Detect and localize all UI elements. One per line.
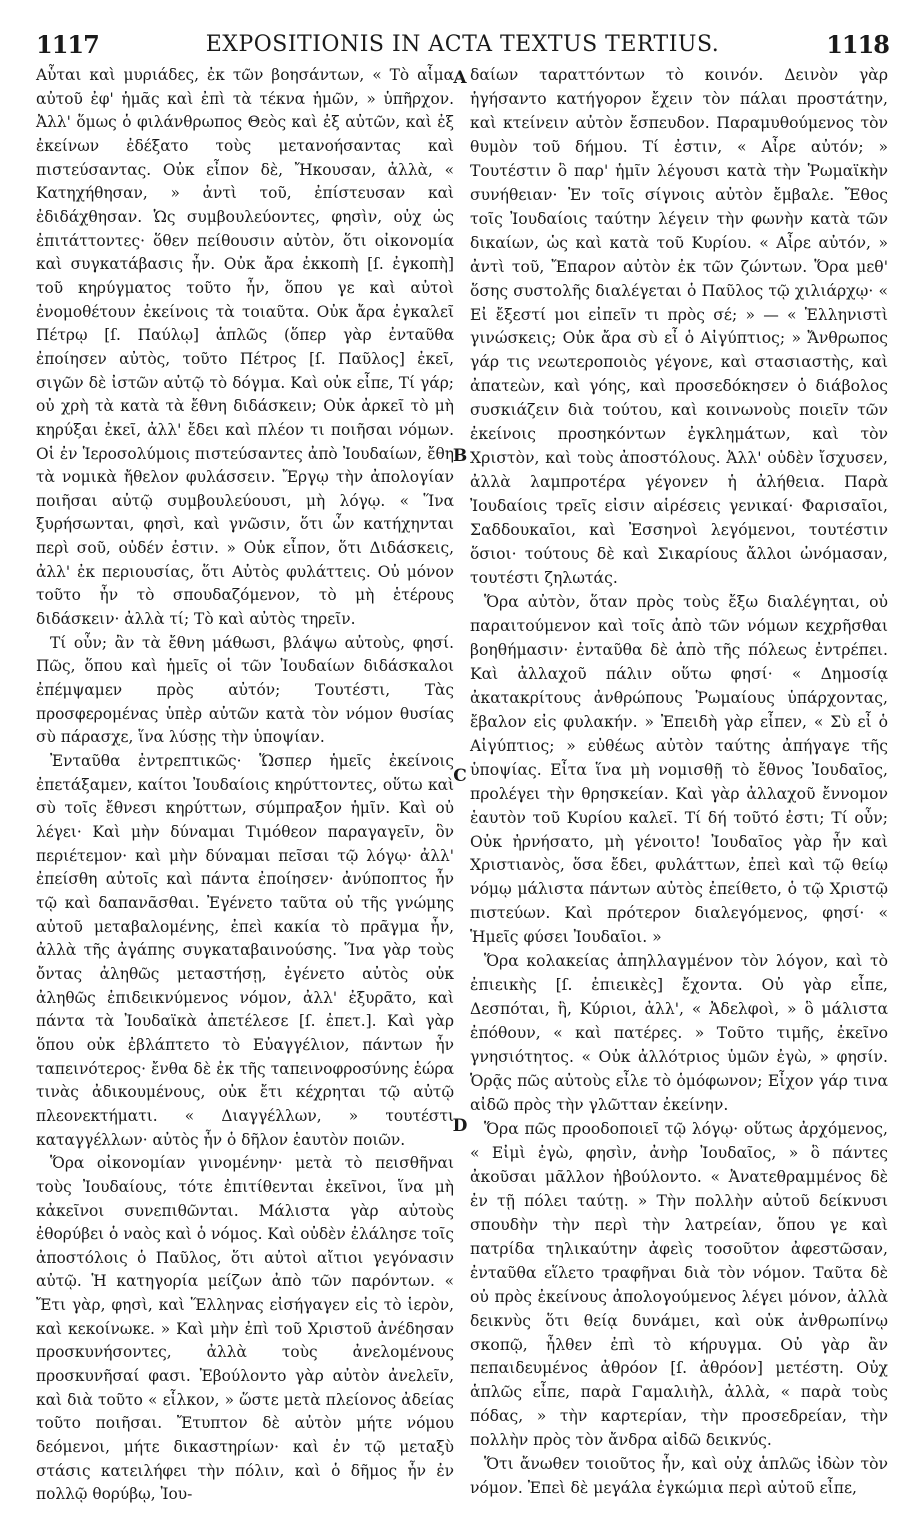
running-title: EXPOSITIONIS IN ACTA TEXTUS TERTIUS. xyxy=(205,32,720,57)
right-paragraph-4: Ὅρα πῶς προοδοποιεῖ τῷ λόγῳ· οὕτως ἀρχόμενος, « Εἰμὶ ἐγὼ, φησὶν, ἀνὴρ Ἰουδαῖος, » ὃ πάντες ἀκοῦσαι μᾶλλον ἠβούλοντο. « Ἀνατεθραμμένος δὲ ἐν τῇ πόλει ταύτῃ. » Τὴν πολλὴν αὐτοῦ δείκνυσι σπουδὴν τὴν περὶ τὴν λατρείαν, ὅπου γε καὶ πατρίδα τηλικαύτην ἀφεὶς τοσοῦτον ἀφεστῶσαν, ἐνταῦθα εἵλετο τραφῆναι διὰ τὸν νόμον. Ταῦτα δὲ οὐ πρὸς ἐκείνους ἀπολογούμενος λέγει μόνον, ἀλλὰ δεικνὺς ὅτι θείᾳ δυνάμει, καὶ οὐκ ἀνθρωπίνῳ σκοπῷ, ἦλθεν ἐπὶ τὸ κήρυγμα. Οὐ γὰρ ἂν πεπαιδευμένος ἀθρόον [ſ. ἀθρόον] μετέστη. Οὐχ ἁπλῶς εἶπε, παρὰ Γαμαλιὴλ, ἀλλὰ, « παρὰ τοὺς πόδας, » τὴν καρτερίαν, τὴν προσεδρείαν, τὴν πολλὴν πρὸς τὸν ἄνδρα αἰδῶ δεικνύς. xyxy=(470,1119,888,1450)
margin-letter-b: B xyxy=(452,446,468,466)
left-paragraph-1: Αὗται καὶ μυριάδες, ἐκ τῶν βοησάντων, « Τὸ αἷμα αὐτοῦ ἐφ' ἡμᾶς καὶ ἐπὶ τὰ τέκνα ἡμῶν, » ὑπῆρχον. Ἀλλ' ὅμως ὁ φιλάνθρωπος Θεὸς καὶ ἐξ αὐτῶν, καὶ ἐξ ἐκείνων ἐδέξατο τοὺς μετανοήσαντας καὶ πιστεύσαντας. Οὐκ εἶπον δὲ, Ἤκουσαν, ἀλλὰ, « Κατηχήθησαν, » ἀντὶ τοῦ, ἐπίστευσαν καὶ ἐδιδάχθησαν. Ὡς συμβουλεύοντες, φησὶν, οὐχ ὡς ἐπιτάττοντες· ὅθεν πείθουσιν αὐτὸν, ὅτι οἰκονομία καὶ συγκατάβασις ἦν. Οὐκ ἄρα ἐκκοπὴ [ſ. ἐγκοπὴ] τοῦ κηρύγματος τοῦτο ἦν, ὅπου γε καὶ αὐτοὶ ἐνομοθέτουν ἐκείνοις τὰ τοιαῦτα. Οὐκ ἄρα ἐγκαλεῖ Πέτρῳ [ſ. Παύλῳ] ἁπλῶς (ὅπερ γὰρ ἐνταῦθα ἐποίησεν αὐτὸς, τοῦτο Πέτρος [ſ. Παῦλος] ἐκεῖ, σιγῶν δὲ ἰστῶν αὐτῷ τὸ δόγμα. Καὶ οὐκ εἶπε, Τί γάρ; οὐ χρὴ τὰ κατὰ τὰ ἔθνη διδάσκειν; Οὐκ ἀρκεῖ τὸ μὴ κηρύξαι ἐκεῖ, ἀλλ' ἔδει καὶ πλέον τι ποιῆσαι νόμων. Οἱ ἐν Ἱεροσολύμοις πιστεύσαντες ἀπὸ Ἰουδαίων, ἔθη τὰ νομικὰ ἤθελον φυλάσσειν. Ἔργῳ τὴν ἀπολογίαν ποιῆσαι αὐτῷ συμβουλεύουσι, μὴ λόγῳ. « Ἵνα ξυρήσωνται, φησὶ, καὶ γνῶσιν, ὅτι ὧν κατήχηνται περὶ σοῦ, οὐδέν ἐστιν. » Οὐκ εἶπον, ὅτι Διδάσκεις, ἀλλ' ἐκ περιουσίας, ὅτι Αὐτὸς φυλάττεις. Οὐ μόνον τοῦτο ἦν τὸ σπουδαζόμενον, τὸ μὴ ἑτέρους διδάσκειν· ἀλλὰ τί; Τὸ καὶ αὐτὸς τηρεῖν. xyxy=(36,66,454,629)
right-paragraph-3: Ὅρα κολακείας ἀπηλλαγμένον τὸν λόγον, καὶ τὸ ἐπιεικὴς [ſ. ἐπιεικὲς] ἔχοντα. Οὐ γὰρ εἶπε, Δεσπόται, ἢ, Κύριοι, ἀλλ', « Ἀδελφοὶ, » ὃ μάλιστα ἐπόθουν, « καὶ πατέρες. » Τοῦτο τιμῆς, ἐκεῖνο γνησιότητος. « Οὐκ ἀλλότριος ὑμῶν ἐγὼ, » φησίν. Ὁρᾷς πῶς αὐτοὺς εἶλε τὸ ὁμόφωνον; Εἶχον γάρ τινα αἰδῶ πρὸς τὴν γλῶτταν ἐκείνην. xyxy=(470,952,888,1114)
left-paragraph-3: Ἐνταῦθα ἐντρεπτικῶς· Ὥσπερ ἡμεῖς ἐκείνοις ἐπετάξαμεν, καίτοι Ἰουδαίοις κηρύττοντες, οὕτω καὶ σὺ τοῖς ἔθνεσι κηρύττων, σύμπραξον ἡμῖν. Καὶ οὐ λέγει· Καὶ μὴν δύναμαι Τιμόθεον παραγαγεῖν, ὃν περιέτεμον· καὶ μὴν δύναμαι πεῖσαι τῷ λόγῳ· ἀλλ' ἐπείσθη αὐτοῖς καὶ πάντα ἐποίησεν· ἀνύποπτος ἦν τῷ καὶ δαπανᾶσθαι. Ἐγένετο ταῦτα οὐ τῆς γνώμης αὐτοῦ μεταβαλομένης, ἐπεὶ κακία τὸ πρᾶγμα ἦν, ἀλλὰ τῆς ἀγάπης συγκαταβαινούσης. Ἵνα γὰρ τοὺς ὄντας ἀληθῶς μεταστήσῃ, ἐγένετο αὐτὸς οὐκ ἀληθῶς ἐπιδεικνύμενος νόμον, ἀλλ' ἐξυρᾶτο, καὶ πάντα τὰ Ἰουδαϊκὰ ἀπετέλεσε [ſ. ἐπετ.]. Καὶ γὰρ ὅπου οὐκ ἐβλάπτετο τὸ Εὐαγγέλιον, πάντων ἦν ταπεινότερος· ἔνθα δὲ ἐκ τῆς ταπεινοφροσύνης ἑώρα τινὰς ἀδικουμένους, οὐκ ἔτι κέχρηται τῷ αὐτῷ πλεονεκτήματι. « Διαγγέλλων, » τουτέστι καταγγέλλων· αὐτὸς ἦν ὁ δῆλον ἑαυτὸν ποιῶν. xyxy=(36,752,454,1149)
page-header xyxy=(36,30,889,60)
left-paragraph-4: Ὅρα οἰκονομίαν γινομένην· μετὰ τὸ πεισθῆναι τοὺς Ἰουδαίους, τότε ἐπιτίθενται ἐκεῖνοι, ἵνα μὴ κἀκεῖνοι συνεπιθῶνται. Μάλιστα γὰρ αὐτοὺς ἐθορύβει ὁ ναὸς καὶ ὁ νόμος. Καὶ οὐδὲν ἐλάλησε τοῖς ἀποστόλοις ὁ Παῦλος, ὅτι αὐτοὶ αἴτιοι γεγόνασιν αὐτῷ. Ἡ κατηγορία μείζων ἀπὸ τῶν παρόντων. « Ἔτι γὰρ, φησὶ, καὶ Ἕλληνας εἰσήγαγεν εἰς τὸ ἱερὸν, καὶ κεκοίνωκε. » Καὶ μὴν ἐπὶ τοῦ Χριστοῦ ἀνέδησαν προσκυνήσοντες, ἀλλὰ τοὺς ἀνελομένους προσκυνῆσαί φασι. Ἐβούλοντο γὰρ αὐτὸν ἀνελεῖν, καὶ διὰ τοῦτο « εἷλκον, » ὥστε μετὰ πλείονος ἀδείας τοῦτο ποιῆσαι. Ἔτυπτον δὲ αὐτὸν μήτε νόμου δεόμενοι, μήτε δικαστηρίων· καὶ ἐν τῷ μεταξὺ στάσις κατειλήφει τὴν πόλιν, καὶ ὁ δῆμος ἦν ἐν πολλῷ θορύβῳ, Ἰου- xyxy=(36,1154,454,1504)
right-column xyxy=(470,64,888,1501)
right-paragraph-5: Ὅτι ἄνωθεν τοιοῦτος ἦν, καὶ οὐχ ἁπλῶς ἰδὼν τὸν νόμον. Ἐπεὶ δὲ μεγάλα ἐγκώμια περὶ αὐτοῦ εἶπε, xyxy=(470,1455,888,1498)
right-paragraph-1: δαίων ταραττόντων τὸ κοινόν. Δεινὸν γὰρ ἡγήσαντο κατήγορον ἔχειν τὸν πάλαι προστάτην, καὶ κτείνειν αὐτὸν ἔσπευδον. Παραμυθούμενος τὸν θυμὸν τοῦ δήμου. Τί ἐστιν, « Αἶρε αὐτόν; » Τουτέστιν ὃ παρ' ἡμῖν λέγουσι κατὰ τὴν Ῥωμαϊκὴν συνήθειαν· Ἐν τοῖς σίγνοις αὐτὸν ἔμβαλε. Ἔθος τοῖς Ἰουδαίοις ταύτην λέγειν τὴν φωνὴν κατὰ τῶν δικαίων, ὡς καὶ κατὰ τοῦ Κυρίου. « Αἶρε αὐτόν, » ἀντὶ τοῦ, Ἔπαρον αὐτὸν ἐκ τῶν ζώντων. Ὅρα μεθ' ὅσης συστολῆς διαλέγεται ὁ Παῦλος τῷ χιλιάρχῳ· « Εἰ ἔξεστί μοι εἰπεῖν τι πρὸς σέ; » — « Ἑλληνιστὶ γινώσκεις; Οὐκ ἄρα σὺ εἶ ὁ Αἰγύπτιος; » Ἄνθρωπος γάρ τις νεωτεροποιὸς γέγονε, καὶ στασιαστὴς, καὶ ἀπατεὼν, καὶ γόης, καὶ προσεδόκησεν ὁ διάβολος συσκιάζειν διὰ τούτου, καὶ κοινωνοὺς ποιεῖν τῶν ἐκείνοις προσηκόντων ἐγκλημάτων, καὶ τὸν Χριστὸν, καὶ τοὺς ἀποστόλους. Ἀλλ' οὐδὲν ἴσχυσεν, ἀλλὰ λαμπροτέρα γέγονεν ἡ ἀλήθεια. Παρὰ Ἰουδαίοις τρεῖς εἰσιν αἱρέσεις γενικαί· Φαρισαῖοι, Σαδδουκαῖοι, καὶ Ἐσσηνοὶ λεγόμενοι, τουτέστιν ὅσιοι· τούτους δὲ καὶ Σικαρίους ἄλλοι ὠνόμασαν, τουτέστι ζηλωτάς. xyxy=(470,66,888,588)
page-number-left: 1117 xyxy=(36,30,99,59)
left-paragraph-2: Τί οὖν; ἂν τὰ ἔθνη μάθωσι, βλάψω αὐτοὺς, φησί. Πῶς, ὅπου καὶ ἡμεῖς οἱ τῶν Ἰουδαίων διδάσκαλοι ἐπέμψαμεν πρὸς αὐτόν; Τουτέστι, Τὰς προσφερομένας ὑπὲρ αὐτῶν κατὰ τὸν νόμον θυσίας σὺ πάρασχε, ἵνα λύσῃς τὴν ὑποψίαν. xyxy=(36,633,454,747)
margin-letter-d: D xyxy=(452,1116,468,1136)
margin-letter-a: A xyxy=(453,68,467,88)
margin-letter-c: C xyxy=(453,766,467,786)
page-number-right: 1118 xyxy=(826,30,889,59)
left-column xyxy=(36,64,454,1507)
right-paragraph-2: Ὅρα αὐτὸν, ὅταν πρὸς τοὺς ἔξω διαλέγηται, οὐ παραιτούμενον καὶ τοῖς ἀπὸ τῶν νόμων κεχρῆσθαι βοηθήμασιν· ἐνταῦθα δὲ ἀπὸ τῆς πόλεως ἐντρέπει. Καὶ ἀλλαχοῦ πάλιν οὕτω φησί· « Δημοσίᾳ ἀκατακρίτους ἀνθρώπους Ῥωμαίους ὑπάρχοντας, ἔβαλον εἰς φυλακήν. » Ἐπειδὴ γὰρ εἶπεν, « Σὺ εἶ ὁ Αἰγύπτιος; » εὐθέως αὐτὸν ταύτης ἀπήγαγε τῆς ὑποψίας. Εἶτα ἵνα μὴ νομισθῇ τὸ ἔθνος Ἰουδαῖος, προλέγει τὴν θρησκείαν. Καὶ γὰρ ἀλλαχοῦ ἔννομον ἑαυτὸν τοῦ Κυρίου καλεῖ. Τί δή τοῦτό ἐστι; Τί οὖν; Οὐκ ἠρνήσατο, μὴ γένοιτο! Ἰουδαῖος γὰρ ἦν καὶ Χριστιανὸς, ὅσα ἔδει, φυλάττων, ἐπεὶ καὶ τῷ θείῳ νόμῳ μάλιστα πάντων αὐτὸς ἐπείθετο, ὁ τῷ Χριστῷ πιστεύων. Καὶ πρότερον διαλεγόμενος, φησί· « Ἡμεῖς φύσει Ἰουδαῖοι. » xyxy=(470,592,888,947)
